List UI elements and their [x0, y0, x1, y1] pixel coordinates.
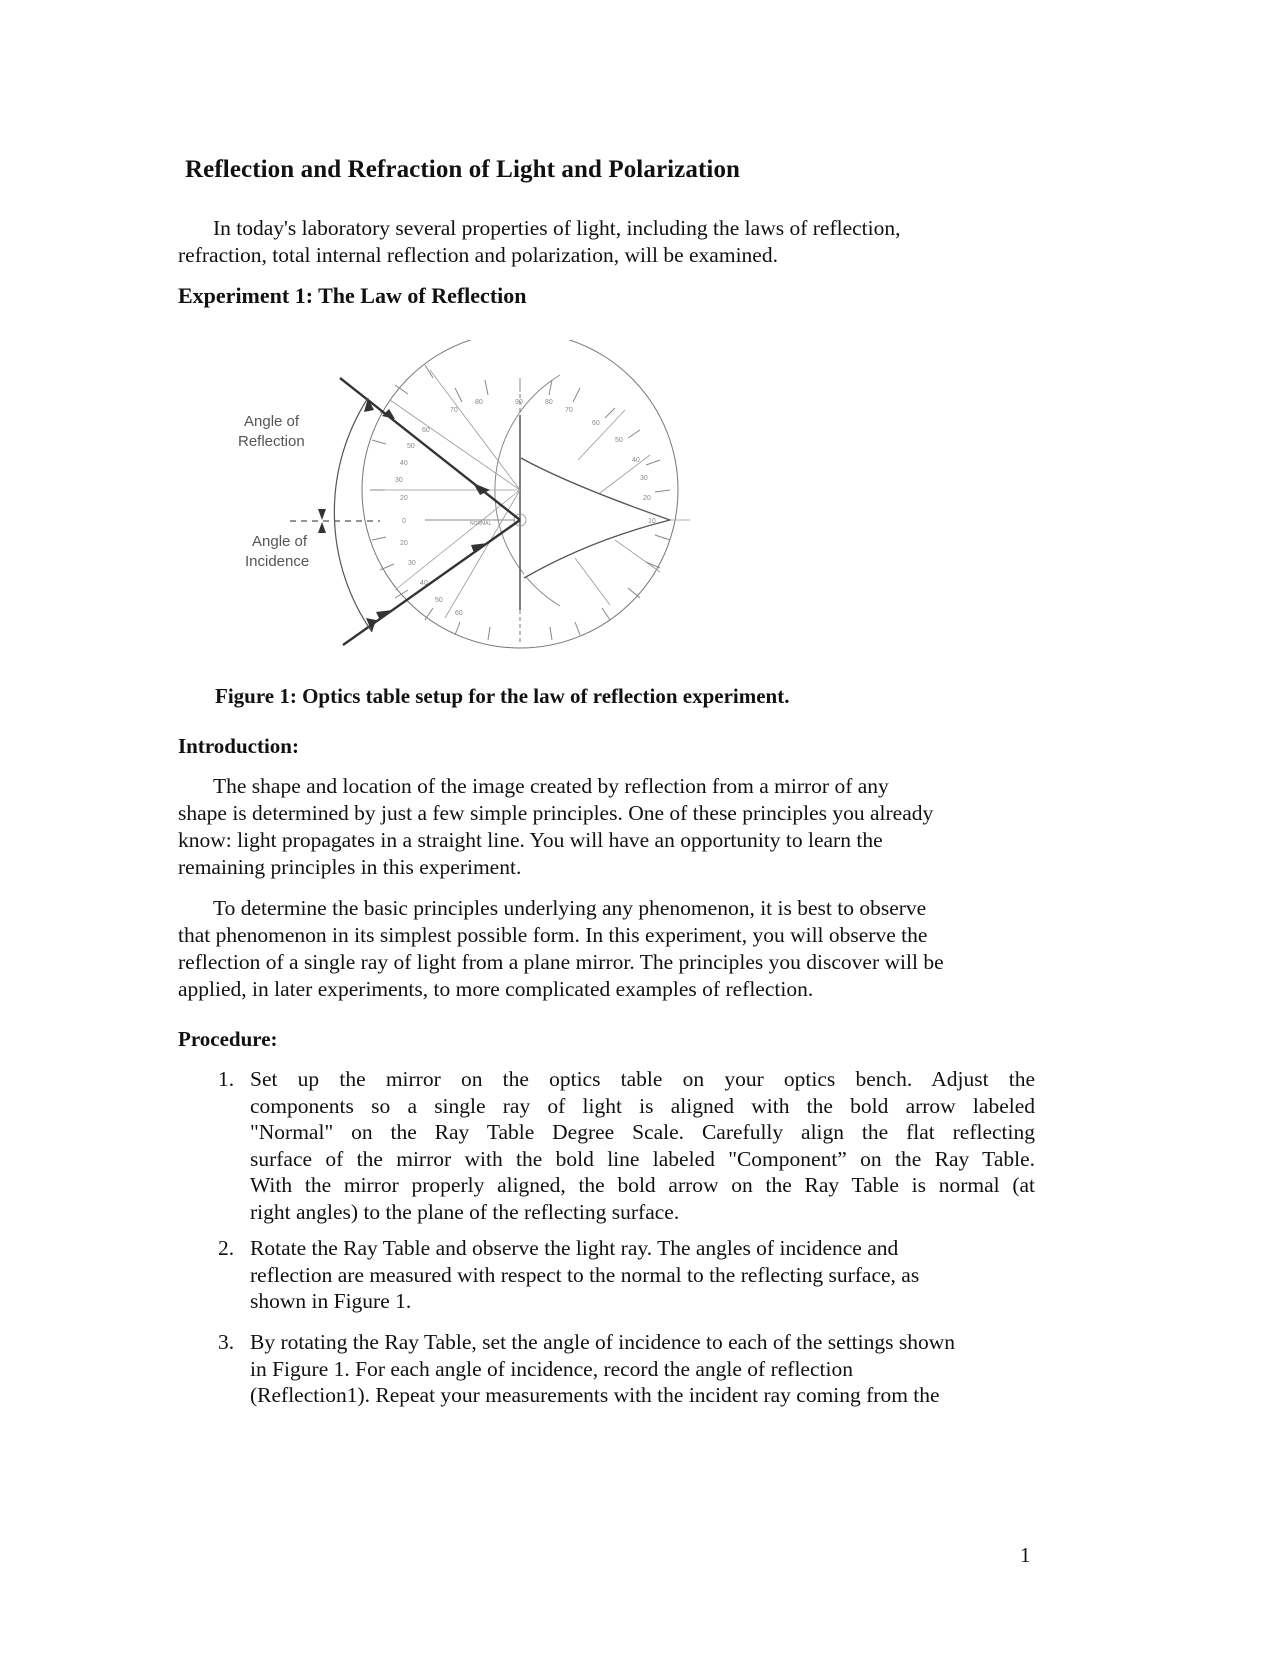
- experiment-heading: Experiment 1: The Law of Reflection: [178, 283, 527, 308]
- reflection-diagram: [230, 340, 690, 650]
- tick-label: 90: [515, 399, 523, 406]
- procedure-step-3: [218, 1329, 1048, 1411]
- tick-label: 60: [455, 610, 463, 617]
- tick-label: 50: [407, 443, 415, 450]
- angle-of-reflection-label: Angle of: [244, 413, 300, 430]
- step-line: right angles) to the plane of the reflecting surface.: [250, 1199, 680, 1224]
- tick-label: 0: [402, 518, 406, 525]
- tick-label: 60: [422, 427, 430, 434]
- paragraph-line: that phenomenon in its simplest possible form. In this experiment, you will observe the: [178, 923, 928, 947]
- paragraph-line: shape is determined by just a few simple principles. One of these principles you already: [178, 801, 934, 825]
- procedure-heading: Procedure:: [178, 1027, 278, 1051]
- tick-label: 20: [400, 540, 408, 547]
- tick-label: 80: [545, 399, 553, 406]
- angle-of-incidence-label: Angle of: [252, 533, 308, 550]
- step-line: components so a single ray of light is aligned with the bold arrow labeled: [250, 1093, 1035, 1118]
- paragraph-line: know: light propagates in a straight line. You will have an opportunity to learn the: [178, 828, 883, 852]
- step-line: reflection are measured with respect to the normal to the reflecting surface, as: [250, 1262, 920, 1287]
- tick-label: 30: [408, 560, 416, 567]
- tick-label: 20: [400, 495, 408, 502]
- normal-label: NORMAL: [470, 521, 492, 527]
- tick-label: 40: [420, 580, 428, 587]
- tick-label: 50: [435, 597, 443, 604]
- step-number: 2.: [218, 1236, 235, 1260]
- step-number: 3.: [218, 1330, 235, 1354]
- introduction-paragraph-1: [178, 773, 933, 881]
- tick-label: 10: [648, 518, 656, 525]
- tick-label: 20: [643, 495, 651, 502]
- paragraph-line: applied, in later experiments, to more complicated examples of reflection.: [178, 977, 814, 1001]
- angle-of-reflection-label: Reflection: [238, 433, 305, 450]
- step-line: in Figure 1. For each angle of incidence, record the angle of reflection: [250, 1356, 853, 1381]
- page-title: Reflection and Refraction of Light and Polarization: [185, 156, 741, 183]
- procedure-step-1: [218, 1066, 1048, 1226]
- tick-label: 50: [615, 437, 623, 444]
- tick-label: 70: [565, 407, 573, 414]
- tick-label: 60: [592, 420, 600, 427]
- paragraph-line: The shape and location of the image created by reflection from a mirror of any: [213, 774, 889, 798]
- step-line: Rotate the Ray Table and observe the light ray. The angles of incidence and: [250, 1236, 899, 1260]
- figure-caption: Figure 1: Optics table setup for the law of reflection experiment.: [215, 684, 790, 708]
- paragraph-line: remaining principles in this experiment.: [178, 855, 522, 879]
- tick-label: 40: [400, 460, 408, 467]
- paragraph-line: To determine the basic principles underlying any phenomenon, it is best to observe: [213, 896, 927, 920]
- step-line: shown in Figure 1.: [250, 1289, 412, 1313]
- procedure-step-2: [218, 1235, 1048, 1317]
- angle-of-incidence-label: Incidence: [245, 553, 310, 570]
- intro-line: refraction, total internal reflection and polarization, will be examined.: [178, 243, 778, 267]
- introduction-paragraph-2: [178, 895, 944, 1003]
- step-line: With the mirror properly aligned, the bold arrow on the Ray Table is normal (at: [250, 1173, 1035, 1197]
- introduction-heading: Introduction:: [178, 734, 299, 758]
- tick-label: 40: [632, 457, 640, 464]
- tick-label: 30: [640, 475, 648, 482]
- page-number: 1: [1020, 1543, 1031, 1567]
- step-line: "Normal" on the Ray Table Degree Scale. Carefully align the flat reflecting: [250, 1120, 1035, 1144]
- intro-line: In today's laboratory several properties of light, including the laws of reflection,: [213, 216, 901, 240]
- intro-paragraph: [178, 215, 901, 269]
- tick-label: 30: [395, 477, 403, 484]
- step-number: 1.: [218, 1067, 235, 1091]
- tick-label: 80: [475, 399, 483, 406]
- tick-label: 70: [450, 407, 458, 414]
- step-line: By rotating the Ray Table, set the angle of incidence to each of the settings shown: [250, 1330, 956, 1354]
- step-line: surface of the mirror with the bold line labeled "Component” on the Ray Table.: [250, 1146, 1035, 1171]
- step-line: (Reflection1). Repeat your measurements with the incident ray coming from the: [250, 1383, 940, 1407]
- angle-arc: [334, 398, 372, 632]
- step-line: Set up the mirror on the optics table on your optics bench. Adjust the: [250, 1067, 1035, 1091]
- paragraph-line: reflection of a single ray of light from a plane mirror. The principles you discover will be: [178, 950, 944, 974]
